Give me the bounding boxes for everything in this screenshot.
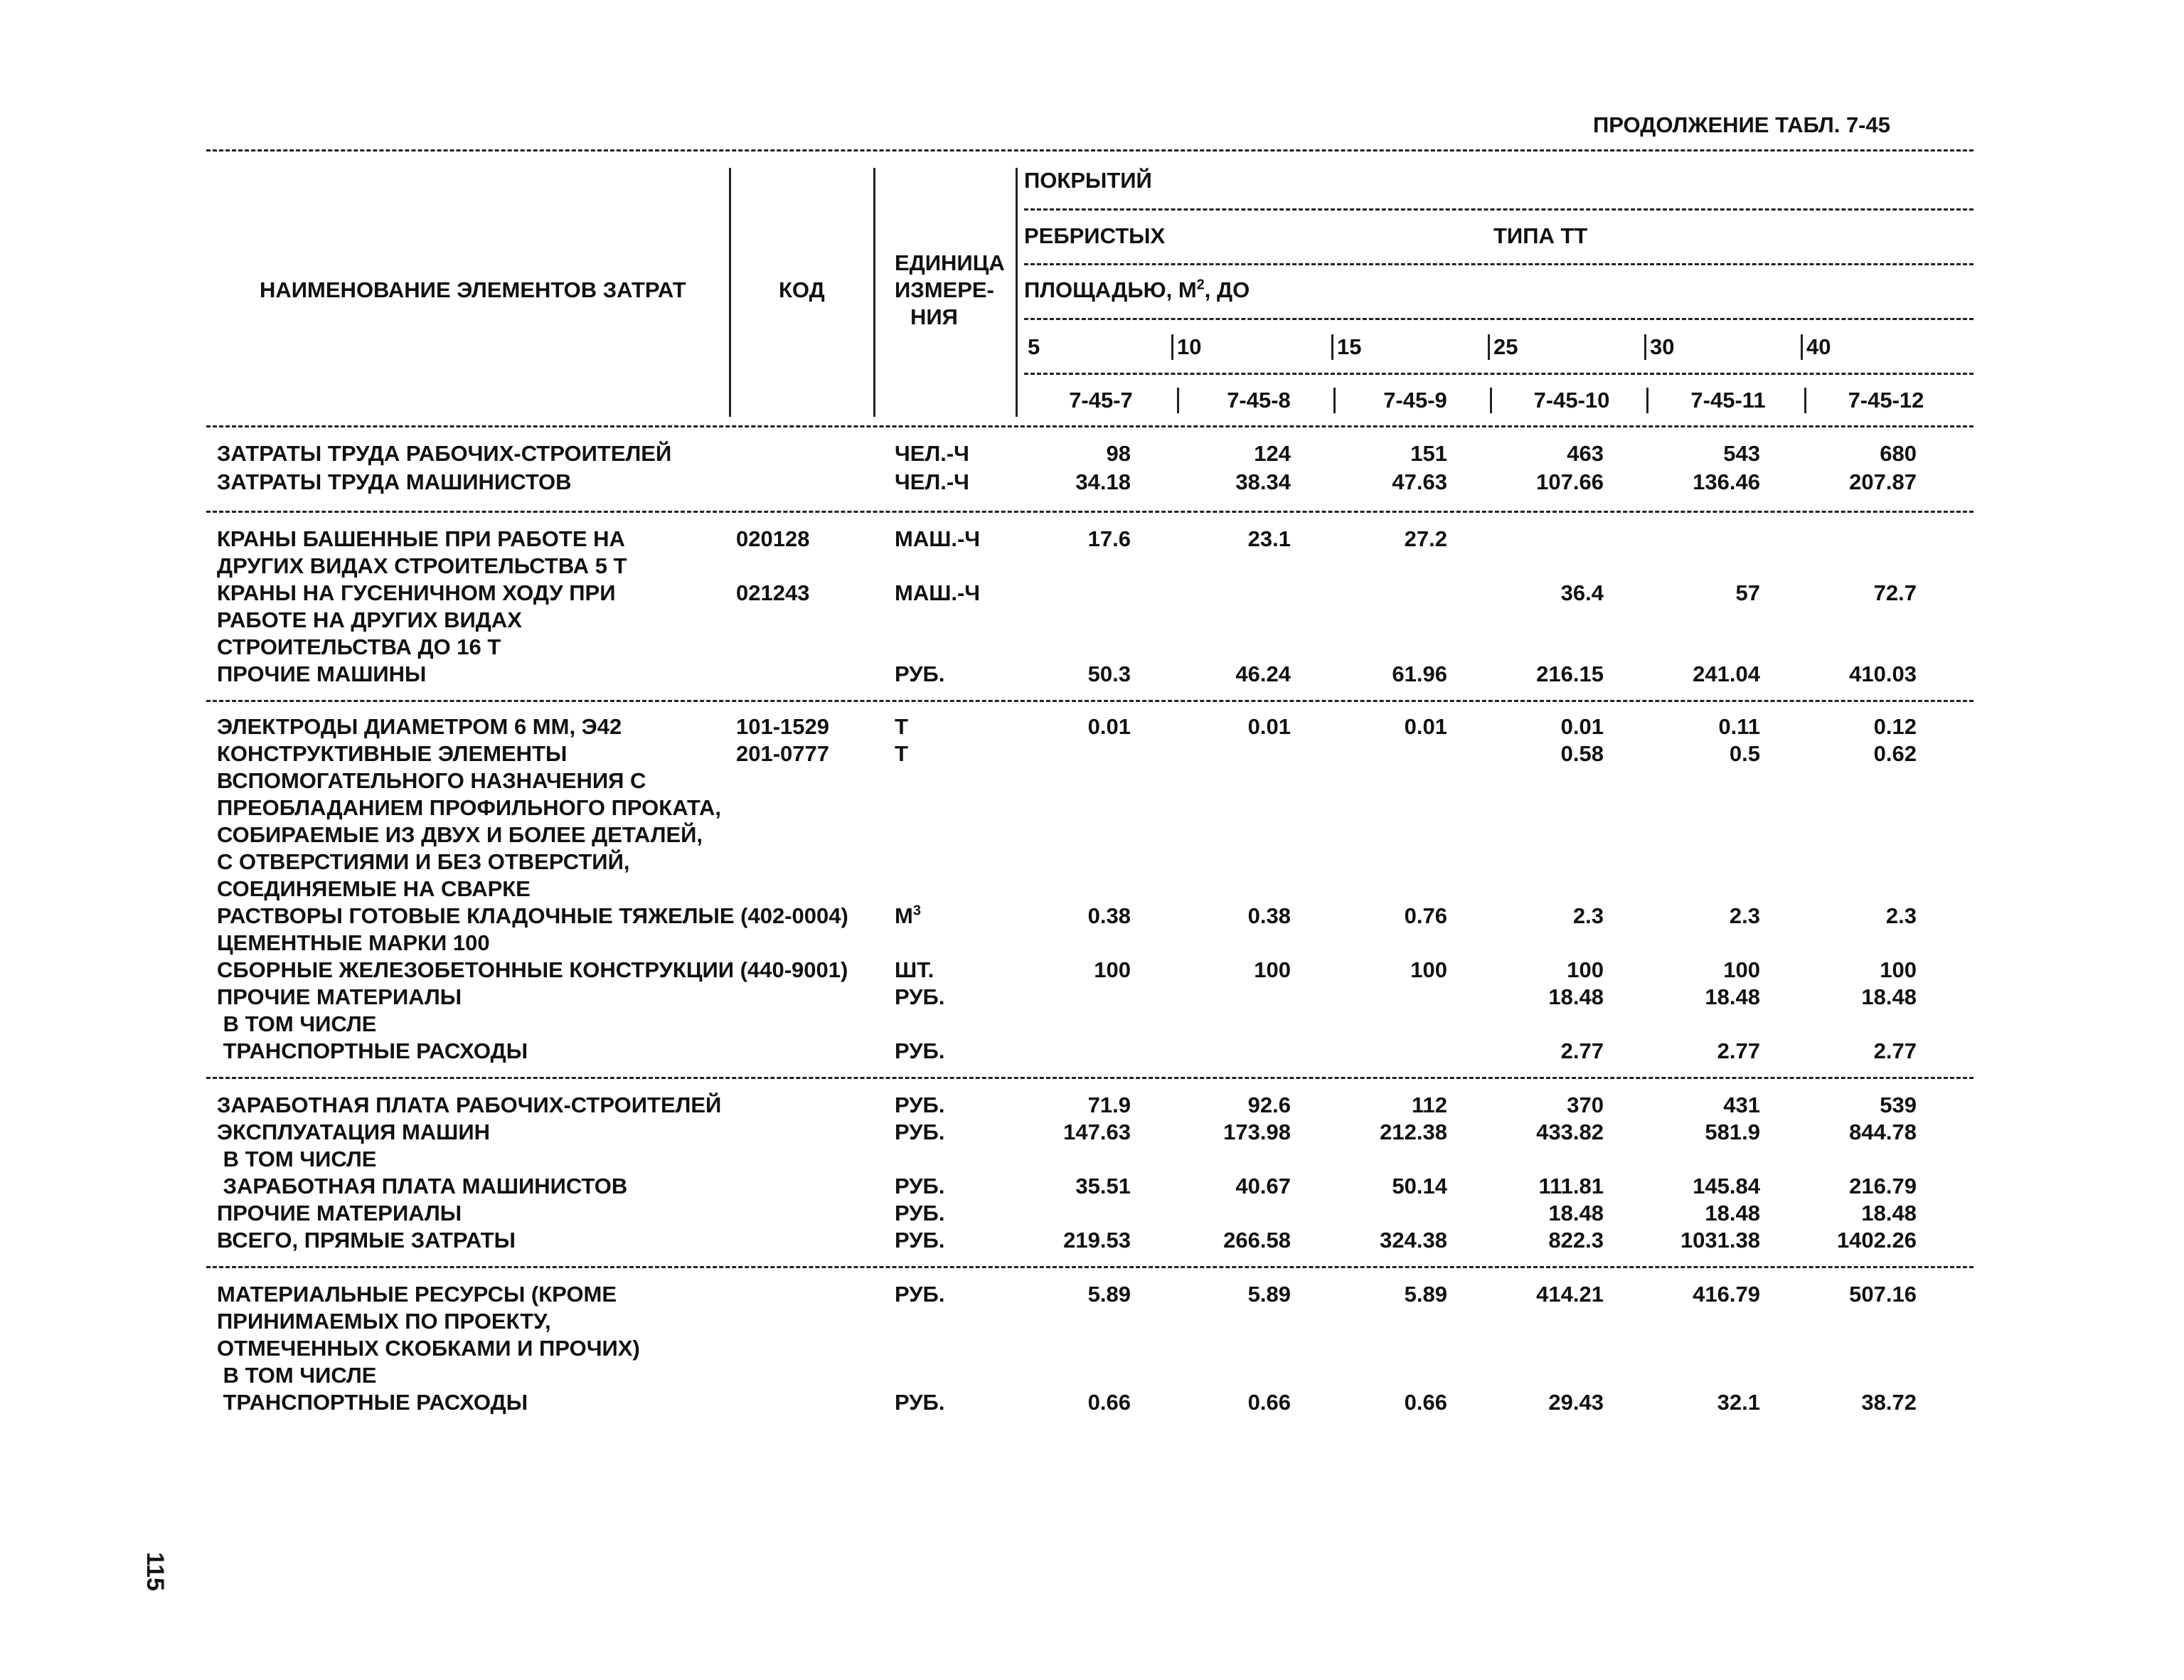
group-header-top: ПОКРЫТИЙ	[1024, 168, 1152, 193]
rule-under-subgroup	[1024, 263, 1973, 265]
row-unit-text: МАШ.-Ч	[895, 526, 981, 551]
row-value: 36.4	[1560, 580, 1604, 605]
row-name: ЭКСПЛУАТАЦИЯ МАШИН	[217, 1120, 491, 1144]
unit-header-line1: ЕДИНИЦА	[895, 250, 1005, 275]
row-value: 0.01	[1404, 714, 1447, 739]
row-value: 0.38	[1247, 903, 1291, 928]
row-name: ЗАРАБОТНАЯ ПЛАТА МАШИНИСТОВ	[217, 1174, 628, 1198]
row-value: 124	[1254, 441, 1291, 466]
row-name: ПРОЧИЕ МАШИНЫ	[217, 661, 427, 686]
row-unit-text: ЧЕЛ.-Ч	[895, 441, 969, 466]
row-name: ЗАРАБОТНАЯ ПЛАТА РАБОЧИХ-СТРОИТЕЛЕЙ	[217, 1092, 722, 1117]
row-value: 111.81	[1538, 1174, 1604, 1198]
row-value: 72.7	[1873, 580, 1917, 605]
row-name: В ТОМ ЧИСЛЕ	[217, 1011, 377, 1036]
rule-section-2	[206, 700, 1973, 702]
row-value: 416.79	[1693, 1282, 1760, 1307]
row-name: ПРОЧИЕ МАТЕРИАЛЫ	[217, 1201, 462, 1226]
rule-section-4	[206, 1266, 1973, 1268]
row-unit	[895, 1228, 944, 1253]
row-value: 0.38	[1087, 903, 1131, 928]
row-value: 61.96	[1392, 661, 1447, 686]
size-cell: 30	[1650, 334, 1675, 359]
row-value: 370	[1567, 1092, 1604, 1117]
row-value: 38.72	[1861, 1390, 1917, 1415]
row-name: ВСЕГО, ПРЯМЫЕ ЗАТРАТЫ	[217, 1228, 516, 1253]
row-value: 324.38	[1380, 1228, 1447, 1253]
row-value: 18.48	[1705, 1201, 1760, 1226]
name-column-header: НАИМЕНОВАНИЕ ЭЛЕМЕНТОВ ЗАТРАТ	[260, 277, 686, 302]
row-name: С ОТВЕРСТИЯМИ И БЕЗ ОТВЕРСТИЙ,	[217, 849, 630, 874]
row-value: 136.46	[1693, 469, 1760, 494]
row-value: 5.89	[1247, 1282, 1291, 1307]
separator-name-code	[729, 168, 731, 417]
row-name: РАСТВОРЫ ГОТОВЫЕ КЛАДОЧНЫЕ ТЯЖЕЛЫЕ (402-0004)	[217, 903, 848, 928]
size-separator	[1488, 334, 1490, 360]
row-code: 201-0777	[736, 741, 830, 766]
area-header: ПЛОЩАДЬЮ, $М^2$, ДО	[1024, 277, 1250, 302]
row-name: СОЕДИНЯЕМЫЕ НА СВАРКЕ	[217, 876, 531, 901]
row-unit-text: РУБ.	[895, 1228, 945, 1253]
row-value: 50.3	[1087, 661, 1131, 686]
row-value: 1031.38	[1680, 1228, 1760, 1253]
row-unit	[895, 714, 908, 740]
unit-header-line2: ИЗМЕРЕ-	[895, 277, 994, 302]
size-cell: 40	[1806, 334, 1831, 359]
separator-code-unit	[873, 168, 875, 417]
row-unit	[895, 903, 921, 929]
row-unit	[895, 469, 969, 495]
row-unit	[895, 741, 908, 767]
row-value: 18.48	[1705, 984, 1760, 1009]
row-value: 46.24	[1235, 661, 1291, 686]
row-unit-text: РУБ.	[895, 1390, 945, 1415]
row-unit-text: ЧЕЛ.-Ч	[895, 469, 969, 494]
row-value: 410.03	[1849, 661, 1917, 686]
row-name: ПРИНИМАЕМЫХ ПО ПРОЕКТУ,	[217, 1309, 551, 1334]
row-value: 50.14	[1392, 1174, 1447, 1198]
row-value: 507.16	[1849, 1282, 1917, 1307]
row-value: 2.77	[1717, 1038, 1760, 1063]
row-value: 207.87	[1849, 469, 1917, 494]
row-value: 34.18	[1075, 469, 1131, 494]
row-unit	[895, 957, 934, 983]
row-value: 18.48	[1548, 1201, 1604, 1226]
group-header-tt: ТИПА ТТ	[1493, 223, 1588, 248]
row-value: 27.2	[1404, 526, 1447, 551]
row-value: 2.77	[1560, 1038, 1604, 1063]
row-unit-sup: 3	[912, 903, 921, 919]
row-unit	[895, 1282, 944, 1307]
column-code: 7-45-8	[1227, 388, 1291, 413]
row-value: 844.78	[1849, 1120, 1917, 1144]
row-value: 241.04	[1693, 661, 1760, 686]
rule-top	[206, 149, 1973, 151]
rule-under-area	[1024, 318, 1973, 320]
row-value: 29.43	[1548, 1390, 1604, 1415]
row-unit	[895, 1092, 944, 1118]
row-code: 020128	[736, 526, 810, 551]
row-value: 18.48	[1861, 1201, 1917, 1226]
row-value: 822.3	[1548, 1228, 1604, 1253]
row-name: ПРЕОБЛАДАНИЕМ ПРОФИЛЬНОГО ПРОКАТА,	[217, 795, 722, 820]
row-unit	[895, 1390, 944, 1415]
rule-under-sizes	[1024, 373, 1973, 375]
row-value: 0.12	[1873, 714, 1917, 739]
code-separator	[1177, 388, 1179, 413]
row-name: ВСПОМОГАТЕЛЬНОГО НАЗНАЧЕНИЯ С	[217, 768, 646, 793]
row-name: КОНСТРУКТИВНЫЕ ЭЛЕМЕНТЫ	[217, 741, 568, 766]
row-value: 463	[1567, 441, 1604, 466]
row-value: 0.62	[1873, 741, 1917, 766]
row-value: 433.82	[1536, 1120, 1604, 1144]
row-value: 0.66	[1087, 1390, 1131, 1415]
size-separator	[1171, 334, 1173, 360]
row-value: 35.51	[1075, 1174, 1131, 1198]
rule-header-bottom	[206, 425, 1973, 427]
row-unit-text: РУБ.	[895, 1282, 945, 1307]
row-name: ТРАНСПОРТНЫЕ РАСХОДЫ	[217, 1390, 528, 1415]
row-unit-text: РУБ.	[895, 1174, 945, 1198]
row-name: ПРОЧИЕ МАТЕРИАЛЫ	[217, 984, 462, 1009]
row-value: 216.79	[1849, 1174, 1917, 1198]
row-name: В ТОМ ЧИСЛЕ	[217, 1147, 377, 1171]
unit-header-line3: НИЯ	[910, 304, 958, 329]
row-value: 0.11	[1718, 714, 1760, 739]
row-value: 18.48	[1861, 984, 1917, 1009]
group-header-ribbed: РЕБРИСТЫХ	[1024, 223, 1166, 248]
size-cell: 10	[1177, 334, 1202, 359]
column-code: 7-45-12	[1848, 388, 1924, 413]
code-separator	[1333, 388, 1336, 413]
row-value: 2.3	[1729, 903, 1760, 928]
column-code: 7-45-11	[1690, 388, 1766, 413]
row-value: 112	[1411, 1092, 1447, 1117]
row-name: РАБОТЕ НА ДРУГИХ ВИДАХ	[217, 607, 522, 632]
size-cell: 25	[1493, 334, 1518, 359]
separator-unit-values	[1016, 168, 1018, 417]
row-value: 17.6	[1087, 526, 1131, 551]
row-name: ЭЛЕКТРОДЫ ДИАМЕТРОМ 6 ММ, Э42	[217, 714, 622, 739]
column-code: 7-45-7	[1069, 388, 1133, 413]
row-value: 212.38	[1380, 1120, 1447, 1144]
row-value: 92.6	[1247, 1092, 1291, 1117]
code-separator	[1646, 388, 1648, 413]
row-value: 71.9	[1087, 1092, 1131, 1117]
row-value: 2.77	[1873, 1038, 1917, 1063]
code-separator	[1804, 388, 1806, 413]
code-column-header: КОД	[779, 277, 825, 302]
row-name: КРАНЫ НА ГУСЕНИЧНОМ ХОДУ ПРИ	[217, 580, 616, 605]
row-value: 147.63	[1063, 1120, 1131, 1144]
row-value: 0.01	[1247, 714, 1291, 739]
row-value: 543	[1723, 441, 1760, 466]
row-value: 0.01	[1560, 714, 1604, 739]
row-unit-text: Т	[895, 741, 908, 766]
size-cell: 15	[1337, 334, 1362, 359]
row-unit	[895, 441, 969, 467]
row-unit-text: Т	[895, 714, 908, 739]
row-name: ОТМЕЧЕННЫХ СКОБКАМИ И ПРОЧИХ)	[217, 1336, 640, 1361]
row-value: 5.89	[1087, 1282, 1131, 1307]
row-name: ЦЕМЕНТНЫЕ МАРКИ 100	[217, 930, 490, 955]
row-name: СОБИРАЕМЫЕ ИЗ ДВУХ И БОЛЕЕ ДЕТАЛЕЙ,	[217, 822, 703, 847]
row-value: 38.34	[1235, 469, 1291, 494]
row-value: 0.76	[1404, 903, 1447, 928]
size-separator	[1644, 334, 1646, 360]
row-name: КРАНЫ БАШЕННЫЕ ПРИ РАБОТЕ НА	[217, 526, 625, 551]
page-number: 115	[141, 1552, 169, 1591]
row-value: 2.3	[1885, 903, 1917, 928]
row-value: 266.58	[1223, 1228, 1291, 1253]
row-value: 0.58	[1560, 741, 1604, 766]
rule-under-group	[1024, 208, 1973, 211]
row-unit	[895, 661, 944, 687]
row-name: ДРУГИХ ВИДАХ СТРОИТЕЛЬСТВА 5 Т	[217, 553, 627, 578]
rule-section-1	[206, 511, 1973, 513]
row-value: 0.01	[1087, 714, 1131, 739]
size-cell: 5	[1028, 334, 1040, 359]
row-value: 5.89	[1404, 1282, 1447, 1307]
row-name: ЗАТРАТЫ ТРУДА РАБОЧИХ-СТРОИТЕЛЕЙ	[217, 441, 672, 466]
row-code: 021243	[736, 580, 810, 605]
column-code: 7-45-10	[1533, 388, 1610, 413]
row-value: 216.15	[1536, 661, 1604, 686]
row-unit-text: РУБ.	[895, 1092, 945, 1117]
row-value: 431	[1723, 1092, 1760, 1117]
row-unit-text: РУБ.	[895, 1038, 945, 1063]
row-value: 57	[1735, 580, 1760, 605]
row-value: 2.3	[1572, 903, 1604, 928]
row-value: 0.5	[1729, 741, 1760, 766]
row-value: 0.66	[1247, 1390, 1291, 1415]
size-separator	[1331, 334, 1333, 360]
code-separator	[1490, 388, 1492, 413]
row-name: ТРАНСПОРТНЫЕ РАСХОДЫ	[217, 1038, 528, 1063]
row-value: 100	[1880, 957, 1917, 982]
row-value: 100	[1254, 957, 1291, 982]
table-caption: ПРОДОЛЖЕНИЕ ТАБЛ. 7-45	[1593, 112, 1890, 137]
row-value: 32.1	[1717, 1390, 1760, 1415]
row-value: 151	[1410, 441, 1447, 466]
row-unit-text: РУБ.	[895, 661, 945, 686]
row-unit-text: МАШ.-Ч	[895, 580, 981, 605]
row-unit-text: РУБ.	[895, 1120, 945, 1144]
row-value: 1402.26	[1836, 1228, 1917, 1253]
row-unit	[895, 526, 980, 552]
row-value: 581.9	[1705, 1120, 1760, 1144]
row-value: 98	[1106, 441, 1131, 466]
row-value: 107.66	[1536, 469, 1604, 494]
row-unit-text: РУБ.	[895, 984, 945, 1009]
row-name: СТРОИТЕЛЬСТВА ДО 16 Т	[217, 634, 501, 659]
row-value: 100	[1094, 957, 1131, 982]
row-value: 0.66	[1404, 1390, 1447, 1415]
row-unit	[895, 1174, 944, 1199]
row-value: 414.21	[1536, 1282, 1604, 1307]
row-value: 100	[1723, 957, 1760, 982]
rule-section-3	[206, 1077, 1973, 1079]
row-name: МАТЕРИАЛЬНЫЕ РЕСУРСЫ (КРОМЕ	[217, 1282, 617, 1307]
row-unit-text: ШТ.	[895, 957, 934, 982]
row-value: 40.67	[1235, 1174, 1291, 1198]
row-name: ЗАТРАТЫ ТРУДА МАШИНИСТОВ	[217, 469, 572, 494]
row-value: 145.84	[1693, 1174, 1760, 1198]
row-name: В ТОМ ЧИСЛЕ	[217, 1363, 377, 1388]
row-value: 18.48	[1548, 984, 1604, 1009]
row-value: 173.98	[1223, 1120, 1291, 1144]
row-unit	[895, 1120, 944, 1145]
row-unit	[895, 580, 980, 606]
row-value: 100	[1410, 957, 1447, 982]
row-value: 100	[1567, 957, 1604, 982]
row-unit	[895, 984, 944, 1010]
column-code: 7-45-9	[1383, 388, 1447, 413]
row-unit	[895, 1038, 944, 1064]
row-name: СБОРНЫЕ ЖЕЛЕЗОБЕТОННЫЕ КОНСТРУКЦИИ (440-9001)	[217, 957, 848, 982]
row-value: 23.1	[1247, 526, 1291, 551]
size-separator	[1801, 334, 1803, 360]
row-value: 539	[1880, 1092, 1917, 1117]
row-code: 101-1529	[736, 714, 830, 739]
row-value: 47.63	[1392, 469, 1447, 494]
row-value: 219.53	[1063, 1228, 1131, 1253]
row-unit	[895, 1201, 944, 1226]
row-unit-text: М	[895, 903, 913, 928]
row-unit-text: РУБ.	[895, 1201, 945, 1226]
row-value: 680	[1880, 441, 1917, 466]
